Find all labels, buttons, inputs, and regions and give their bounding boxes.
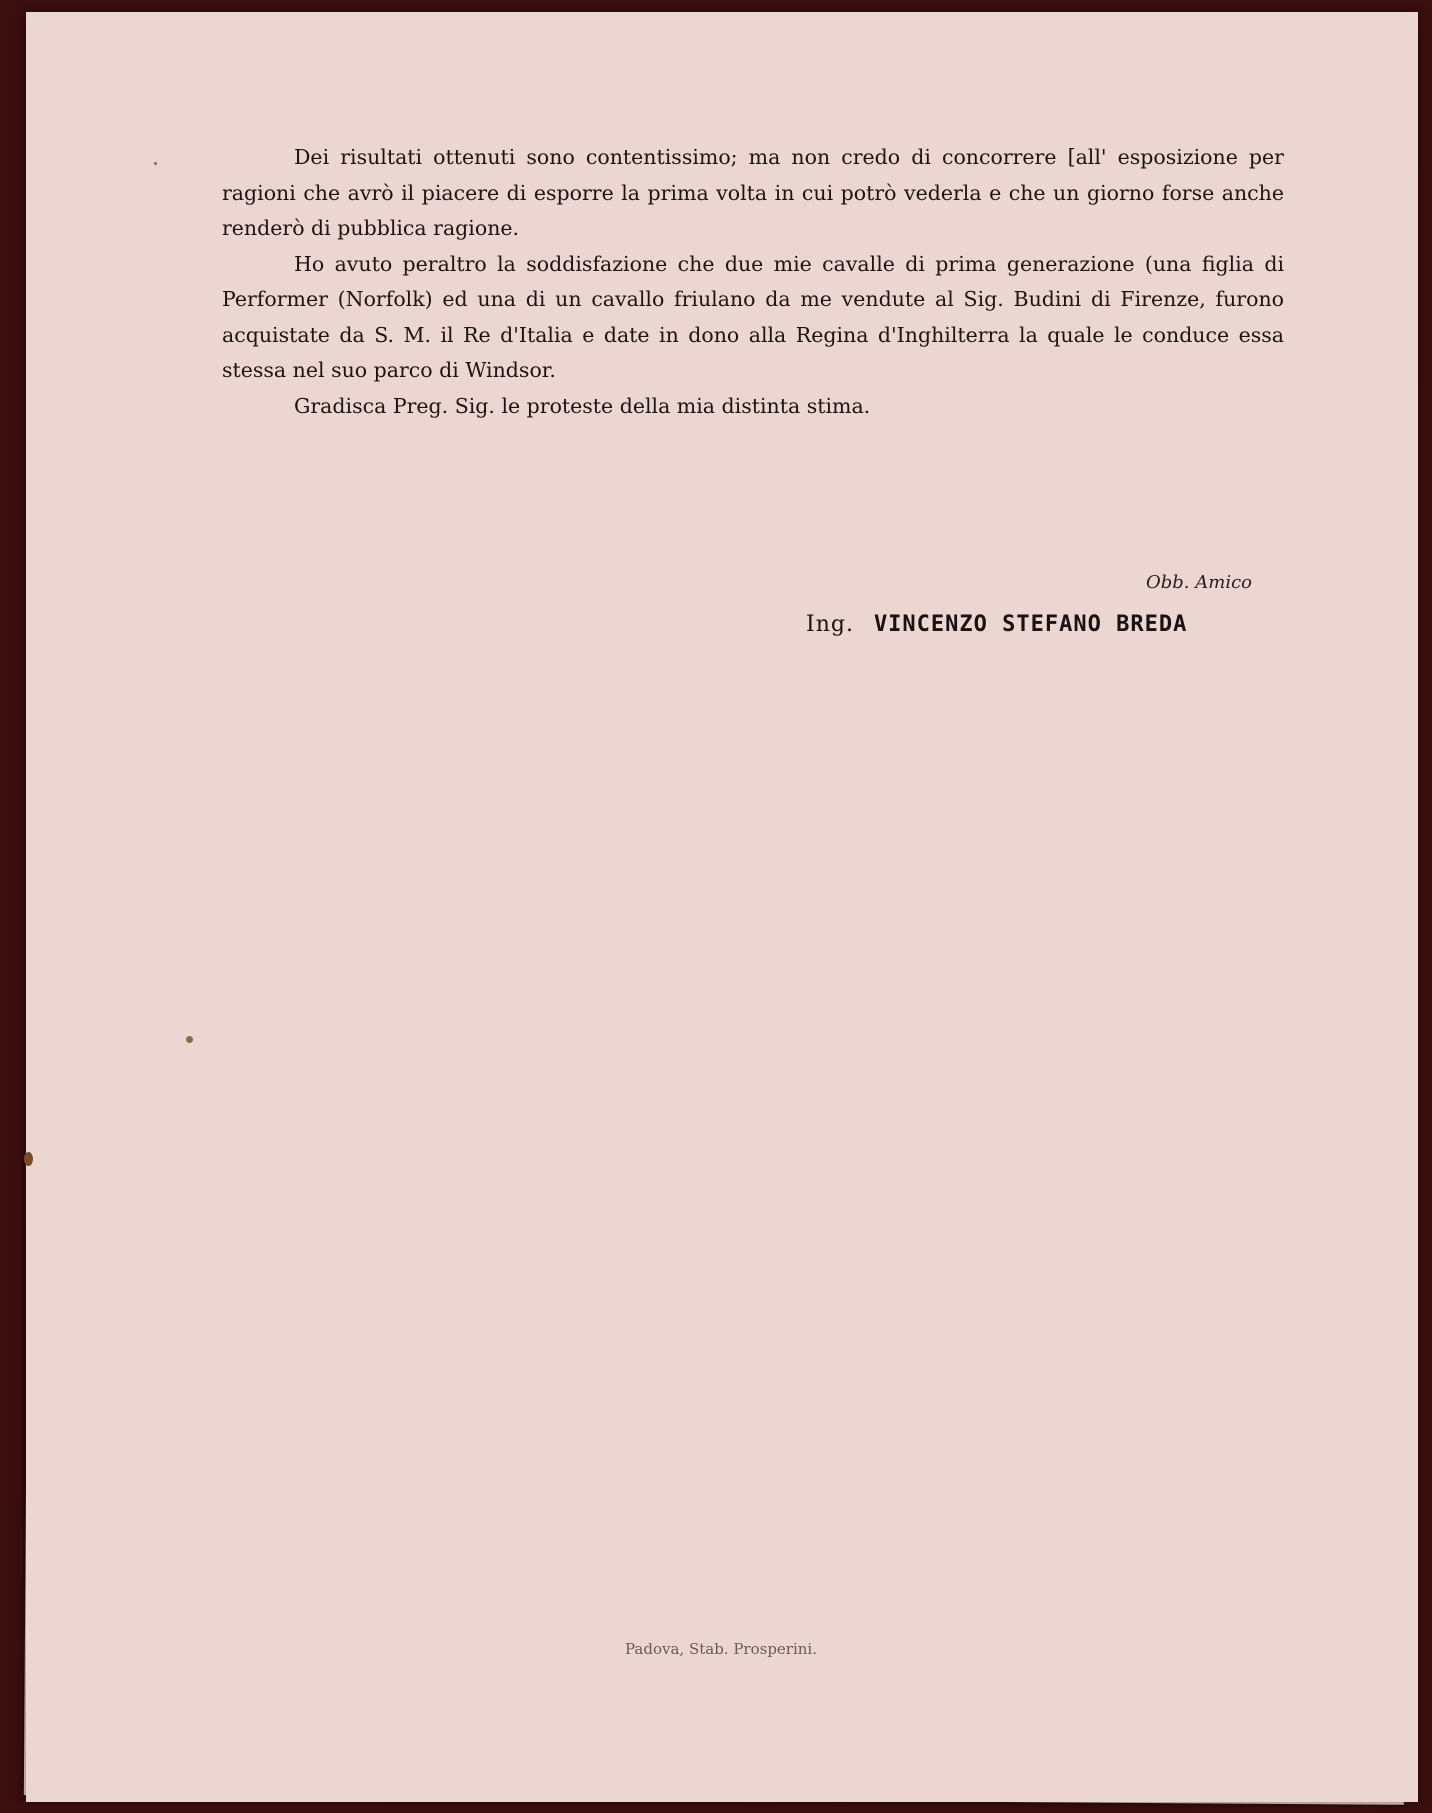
letter-body bbox=[222, 140, 1284, 424]
paragraph: Gradisca Preg. Sig. le proteste della mia distinta stima. bbox=[294, 393, 871, 418]
foxing-spot bbox=[154, 162, 157, 165]
printer-imprint bbox=[0, 1640, 1432, 1658]
signature-name: VINCENZO STEFANO BREDA bbox=[873, 612, 1188, 637]
printer-text: Padova, Stab. Prosperini. bbox=[625, 1640, 817, 1658]
signature bbox=[806, 612, 1187, 637]
paragraph: Dei risultati ottenuti sono contentissimo; ma non credo di concorrere [all' esposizione per ragioni che avrò il piacere di esporre la prima volta in cui potrò vederla e che un giorno forse anche renderò di pubblica ragione. bbox=[222, 145, 1284, 240]
foxing-spot bbox=[24, 1152, 33, 1166]
closing-salutation: Obb. Amico bbox=[1146, 572, 1252, 593]
paragraph: Ho avuto peraltro la soddisfazione che due mie cavalle di prima generazione (una figlia di Performer (Norfolk) ed una di un cavallo friulano da me vendute al Sig. Budini di Firenze, furono acquistate da S. M. il Re d'Italia e date in dono alla Regina d'Inghilterra la quale le conduce essa stessa nel suo parco di Windsor. bbox=[222, 251, 1284, 382]
foxing-spot bbox=[186, 1036, 193, 1043]
signature-title: Ing. bbox=[806, 612, 854, 637]
